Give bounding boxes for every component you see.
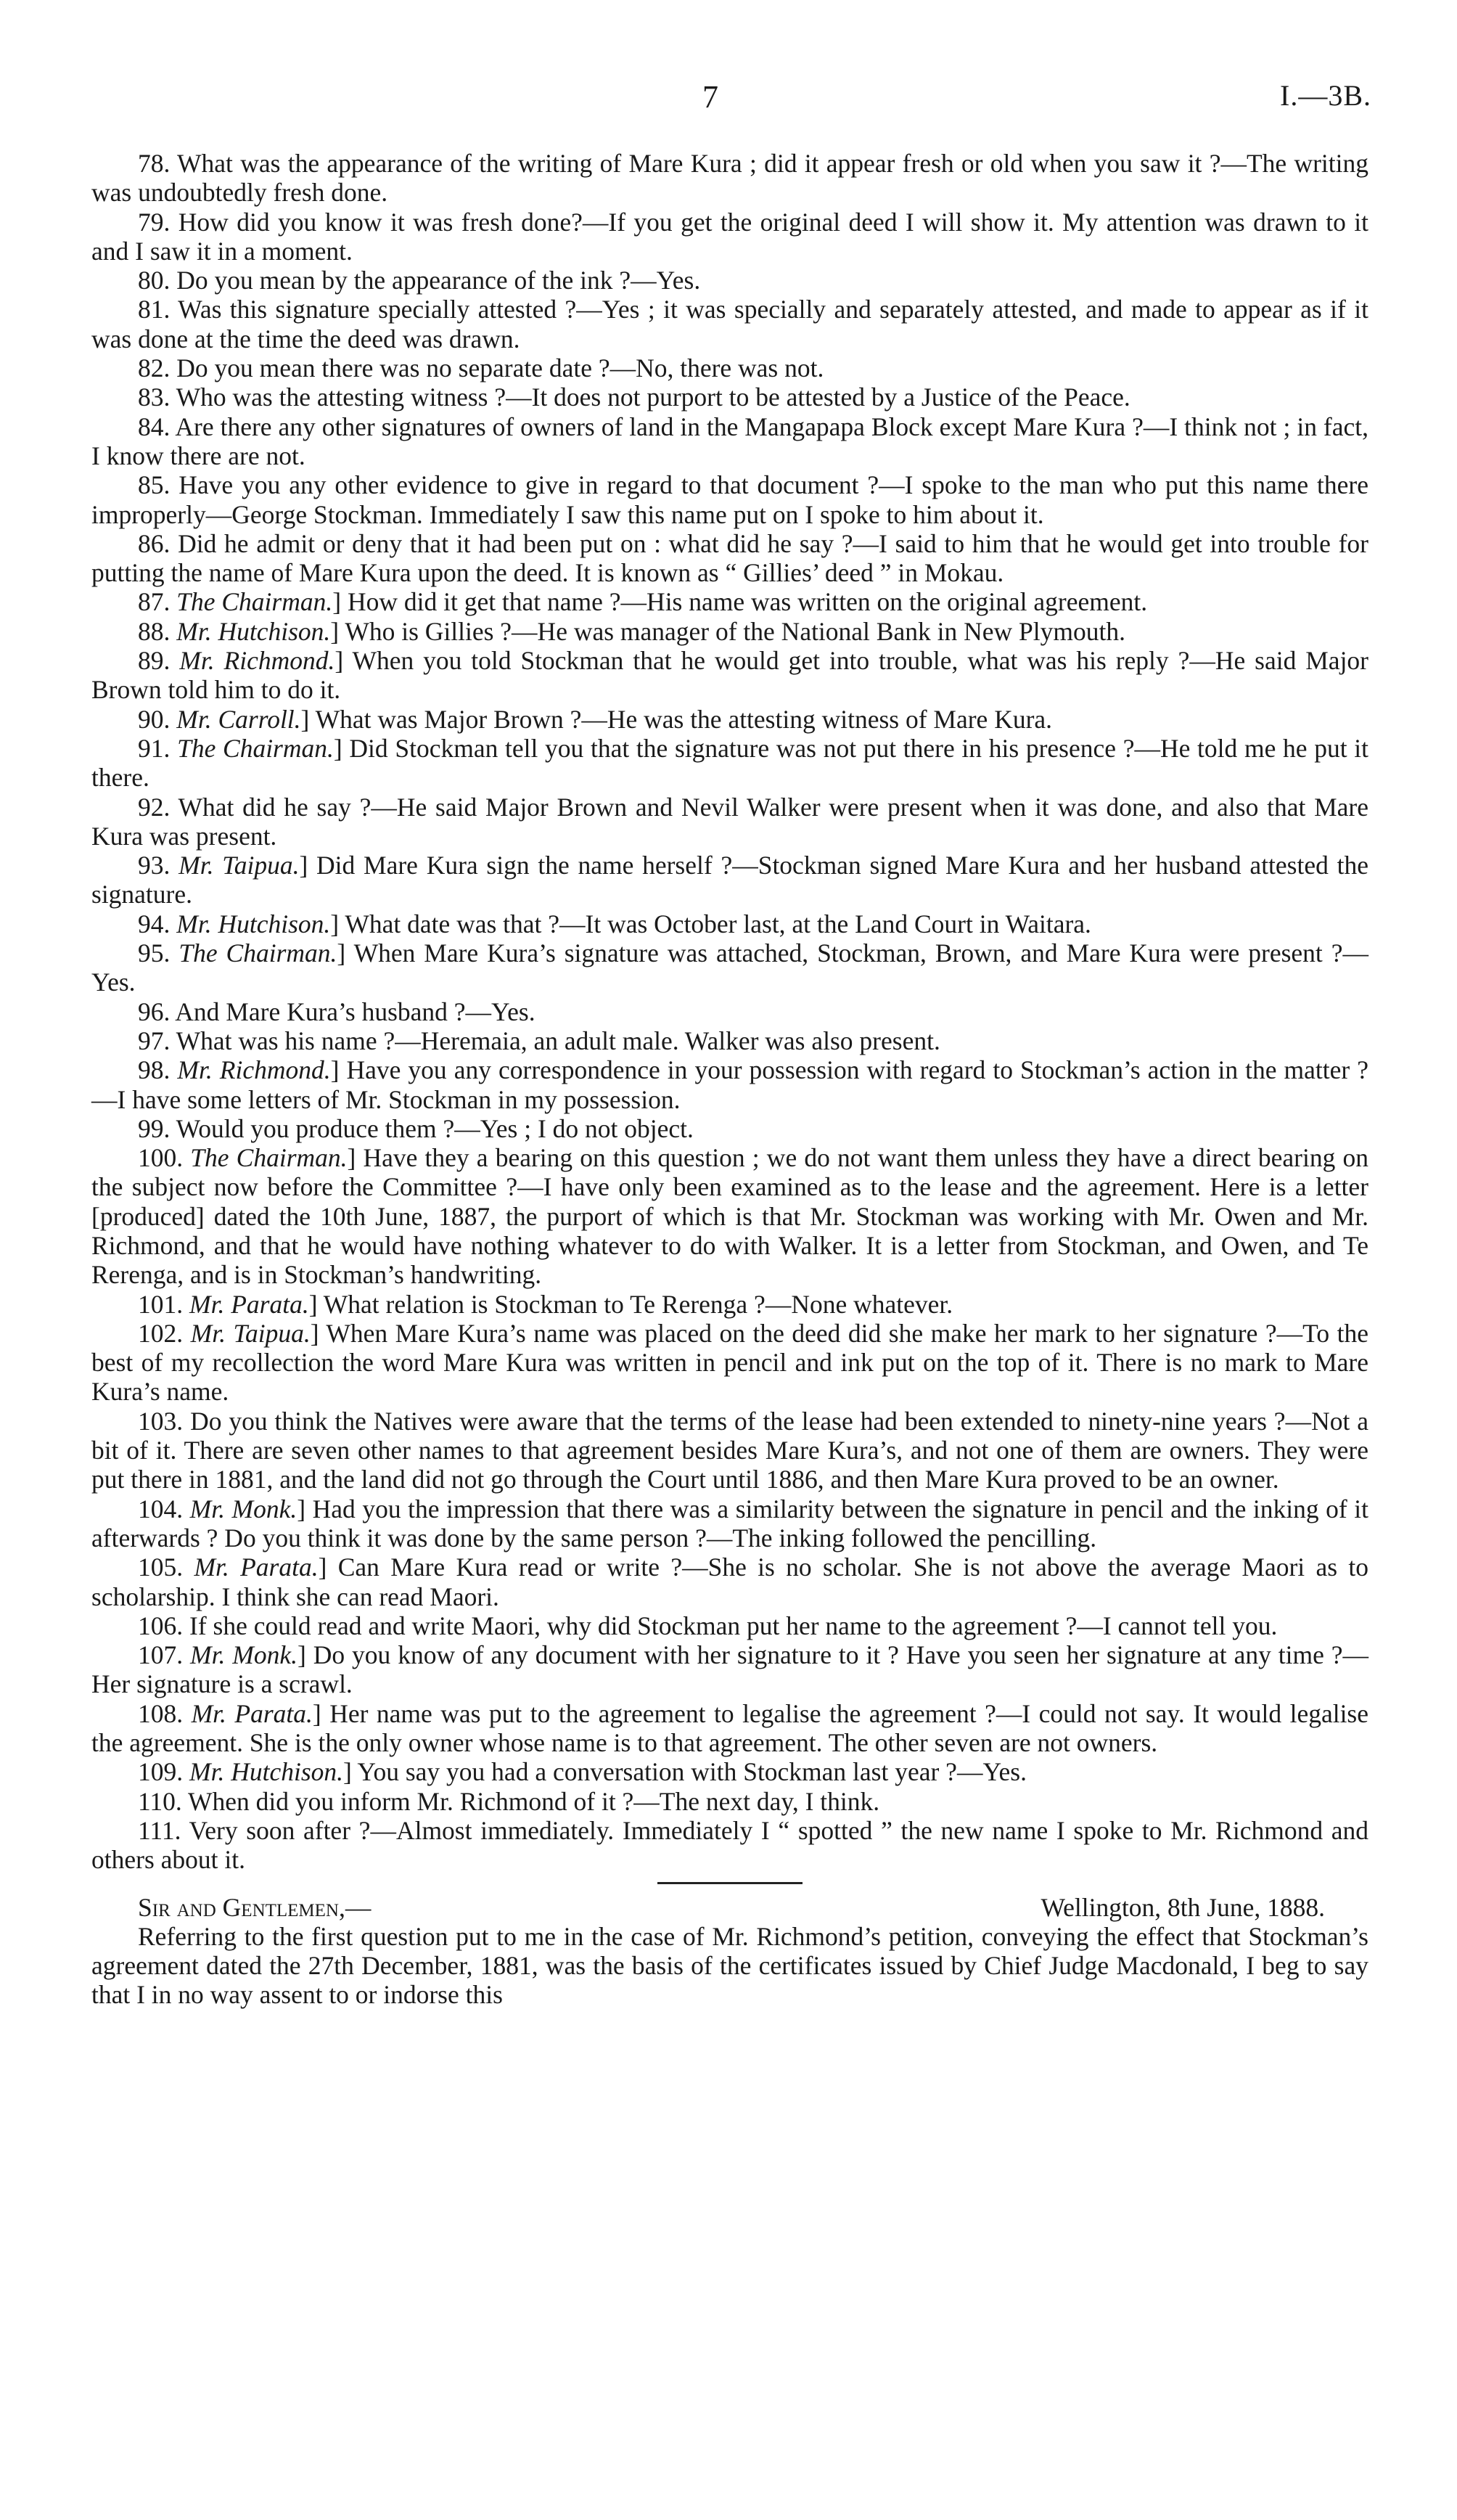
qa-paragraph <box>91 529 1368 588</box>
qa-text: Did Mare Kura sign the name herself ?—Stockman signed Mare Kura and her husband attested the signature. <box>91 851 1368 909</box>
qa-paragraph <box>91 1816 1368 1875</box>
qa-paragraph <box>91 149 1368 208</box>
question-number: 108. <box>138 1698 184 1728</box>
speaker-name: The Chairman. <box>178 938 337 968</box>
question-number: 101. <box>138 1289 184 1319</box>
qa-paragraph: 109. Mr. Hutchison.] You say you had a conversation with Stockman last year ?—Yes. <box>138 1757 1027 1787</box>
question-number: 84. <box>138 412 171 441</box>
qa-paragraph: 91. The Chairman.] Did Stockman tell you that the signature was not put there in his presence ?—He told me he put it there. <box>91 733 1368 793</box>
qa-paragraph <box>91 1407 1368 1494</box>
question-number: 79. <box>138 207 171 237</box>
qa-text: Very soon after ?—Almost immediately. Immediately I “ spotted ” the new name I spoke to Mr. Richmond and others about it. <box>91 1815 1369 1875</box>
qa-text: When did you inform Mr. Richmond of it ?—The next day, I think. <box>188 1786 880 1816</box>
qa-paragraph <box>91 208 1368 266</box>
question-number: 94. <box>138 909 171 938</box>
question-number: 78. <box>138 149 171 178</box>
qa-text: If she could read and write Maori, why did Stockman put her name to the agreement ?—I cannot tell you. <box>189 1611 1278 1640</box>
letter-body: Referring to the first question put to me in the case of Mr. Richmond’s petition, conveying the effect that Stockman’s agreement dated the 27th December, 1881, was the basis of the certificates issued by Chief Judge Macdonald, I beg to say that I in no way assent to or indorse this <box>91 1921 1368 2010</box>
qa-paragraph: 108. Mr. Parata.] Her name was put to the agreement to legalise the agreement ?—I could not say. It would legalise the agreement. She is the only owner whose name is to that agreement. The other seven are not owners. <box>91 1698 1369 1758</box>
question-number: 85. <box>138 470 171 500</box>
qa-text: Did he admit or deny that it had been put on : what did he say ?—I said to him that he would get into trouble for putting the name of Mare Kura upon the deed. It is known as “ Gillies’ deed ” in Mokau. <box>91 528 1369 588</box>
question-number: 93. <box>138 851 171 880</box>
qa-text: When Mare Kura’s name was placed on the deed did she make her mark to her signature ?—To the best of my recollection the word Mare Kura was written in pencil and ink put on the top of it. There is no mark to Mare Kura’s name. <box>91 1318 1368 1407</box>
qa-paragraph: 89. Mr. Richmond.] When you told Stockman that he would get into trouble, what was his reply ?—He said Major Brown told him to do it. <box>91 646 1368 705</box>
question-number: 88. <box>138 616 171 646</box>
qa-text: And Mare Kura’s husband ?—Yes. <box>175 997 535 1026</box>
qa-paragraph: 93. Mr. Taipua.] Did Mare Kura sign the name herself ?—Stockman signed Mare Kura and her husband attested the signature. <box>91 851 1368 909</box>
qa-text: Was this signature specially attested ?—Yes ; it was specially and separately attested, and made to appear as if it was done at the time the deed was drawn. <box>91 295 1368 353</box>
qa-text: Can Mare Kura read or write ?—She is no scholar. She is not above the average Maori as to scholarship. I think she can read Maori. <box>91 1552 1368 1611</box>
page-number: 7 <box>702 79 718 115</box>
speaker-name: Mr. Monk. <box>189 1494 297 1523</box>
qa-text: You say you had a conversation with Stockman last year ?—Yes. <box>357 1757 1027 1787</box>
qa-paragraph <box>91 266 1368 295</box>
document-reference: I.—3B. <box>1280 79 1371 112</box>
qa-text: Do you think the Natives were aware that the terms of the lease had been extended to ninety-nine years ?—Not a bit of it. There are seven other names to that agreement besides Mare Kura’s, and not one of them are owners. They were put there in 1881, and the land did not go through the Court until 1886, and then Mare Kura proved to be an owner. <box>91 1406 1369 1494</box>
qa-text: Would you produce them ?—Yes ; I do not object. <box>176 1113 694 1143</box>
qa-text: What was the appearance of the writing of Mare Kura ; did it appear fresh or old when you saw it ?—The writing was undoubtedly fresh done. <box>91 149 1368 208</box>
speaker-name: The Chairman. <box>177 733 334 763</box>
question-number: 103. <box>138 1406 184 1436</box>
qa-text: Have you any other evidence to give in regard to that document ?—I spoke to the man who put this name there improperly—George Stockman. Immediately I saw this name put on I spoke to him about it. <box>91 470 1369 529</box>
speaker-name: Mr. Richmond. <box>179 646 335 676</box>
letter-salutation: Sir and Gentlemen,— <box>138 1892 372 1922</box>
qa-paragraph: 95. The Chairman.] When Mare Kura’s signature was attached, Stockman, Brown, and Mare Kura were present ?—Yes. <box>91 938 1368 997</box>
speaker-name: Mr. Carroll. <box>176 704 301 734</box>
qa-text: Have they a bearing on this question ; we do not want them unless they have a direct bearing on the subject now before the Committee ?—I have only been examined as to the lease and the agreement. Here is a letter [produced] dated the 10th June, 1887, the purport of which is that Mr. Stockman was working with Mr. Owen and Mr. Richmond, and that he would have nothing whatever to do with Walker. It is a letter from Stockman, and Owen, and Te Rerenga, and is in Stockman’s handwriting. <box>91 1143 1368 1290</box>
qa-paragraph <box>91 1114 1368 1143</box>
speaker-name: Mr. Hutchison. <box>176 616 331 646</box>
qa-paragraph: 104. Mr. Monk.] Had you the impression that there was a similarity between the signature in pencil and the inking of it afterwards ? Do you think it was done by the same person ?—The inking followed the pencilling. <box>91 1494 1369 1552</box>
qa-text: Do you know of any document with her signature to it ? Have you seen her signature at any time ?—Her signature is a scrawl. <box>91 1640 1369 1699</box>
qa-text: How did you know it was fresh done?—If you get the original deed I will show it. My attention was drawn to it and I saw it in a moment. <box>91 207 1368 266</box>
question-number: 106. <box>138 1611 184 1640</box>
qa-paragraph <box>91 353 1368 382</box>
qa-text: Are there any other signatures of owners of land in the Mangapapa Block except Mare Kura ?—I think not ; in fact, I know there are not. <box>91 412 1368 470</box>
question-number: 111. <box>138 1815 181 1845</box>
question-number: 83. <box>138 382 171 412</box>
question-number: 99. <box>138 1113 171 1143</box>
section-divider <box>657 1882 803 1884</box>
question-number: 80. <box>138 266 171 295</box>
qa-paragraph: 98. Mr. Richmond.] Have you any correspondence in your possession with regard to Stockman’s action in the matter ?—I have some letters of Mr. Stockman in my possession. <box>91 1055 1368 1114</box>
question-number: 82. <box>138 353 171 383</box>
qa-paragraph <box>91 470 1368 529</box>
speaker-name: Mr. Taipua. <box>178 851 300 880</box>
speaker-name: Mr. Parata. <box>194 1552 319 1582</box>
qa-paragraph: 100. The Chairman.] Have they a bearing on this question ; we do not want them unless they have a direct bearing on the subject now before the Committee ?—I have only been examined as to the lease and the agreement. Here is a letter [produced] dated the 10th June, 1887, the purport of which is that Mr. Stockman was working with Mr. Owen and Mr. Richmond, and that he would have nothing whatever to do with Walker. It is a letter from Stockman, and Owen, and Te Rerenga, and is in Stockman’s handwriting. <box>91 1143 1368 1290</box>
qa-text: Had you the impression that there was a similarity between the signature in pencil and the inking of it afterwards ? Do you think it was done by the same person ?—The inking followed the pencilling. <box>91 1494 1369 1552</box>
question-number: 81. <box>138 295 171 324</box>
question-number: 90. <box>138 704 171 734</box>
qa-text: What was Major Brown ?—He was the attesting witness of Mare Kura. <box>315 704 1053 734</box>
qa-paragraph <box>91 793 1368 851</box>
qa-text: Do you mean by the appearance of the ink ?—Yes. <box>176 266 701 295</box>
speaker-name: Mr. Monk. <box>190 1640 297 1670</box>
speaker-name: Mr. Taipua. <box>190 1318 311 1348</box>
speaker-name: Mr. Richmond. <box>177 1055 331 1085</box>
question-number: 92. <box>138 792 171 822</box>
question-number: 109. <box>138 1757 184 1787</box>
qa-text: When you told Stockman that he would get into trouble, what was his reply ?—He said Major Brown told him to do it. <box>91 646 1368 705</box>
qa-text: What did he say ?—He said Major Brown and Nevil Walker were present when it was done, and also that Mare Kura was present. <box>91 792 1368 851</box>
qa-text: What was his name ?—Heremaia, an adult male. Walker was also present. <box>176 1026 940 1055</box>
qa-paragraph <box>91 1787 1368 1816</box>
question-number: 86. <box>138 528 171 558</box>
question-number: 105. <box>138 1552 184 1582</box>
qa-paragraph <box>91 295 1368 353</box>
question-number: 97. <box>138 1026 171 1055</box>
qa-paragraph: 94. Mr. Hutchison.] What date was that ?—It was October last, at the Land Court in Waitara. <box>138 909 1091 938</box>
qa-paragraph: 101. Mr. Parata.] What relation is Stockman to Te Rerenga ?—None whatever. <box>138 1289 953 1319</box>
speaker-name: Mr. Parata. <box>191 1698 313 1728</box>
qa-paragraph: 87. The Chairman.] How did it get that name ?—His name was written on the original agreement. <box>138 587 1148 617</box>
question-number: 107. <box>138 1640 184 1670</box>
qa-text: How did it get that name ?—His name was written on the original agreement. <box>347 587 1148 617</box>
qa-text: Who was the attesting witness ?—It does not purport to be attested by a Justice of the Peace. <box>176 382 1130 412</box>
qa-text: Did Stockman tell you that the signature was not put there in his presence ?—He told me he put it there. <box>91 733 1368 793</box>
qa-paragraph: 90. Mr. Carroll.] What was Major Brown ?—He was the attesting witness of Mare Kura. <box>138 704 1053 734</box>
qa-paragraph <box>91 382 1368 412</box>
qa-text: What relation is Stockman to Te Rerenga ?—None whatever. <box>323 1289 953 1319</box>
qa-text: Who is Gillies ?—He was manager of the National Bank in New Plymouth. <box>345 616 1125 646</box>
question-number: 87. <box>138 587 171 617</box>
speaker-name: Mr. Hutchison. <box>189 1757 344 1787</box>
qa-paragraph <box>91 997 1368 1026</box>
qa-paragraph <box>91 412 1368 471</box>
qa-paragraph: 107. Mr. Monk.] Do you know of any document with her signature to it ? Have you seen her signature at any time ?—Her signature is a scrawl. <box>91 1640 1369 1699</box>
question-number: 110. <box>138 1786 182 1816</box>
question-number: 98. <box>138 1055 171 1085</box>
question-answer-list <box>91 149 1368 1875</box>
qa-paragraph: 102. Mr. Taipua.] When Mare Kura’s name was placed on the deed did she make her mark to her signature ?—To the best of my recollection the word Mare Kura was written in pencil and ink put on the top of it. There is no mark to Mare Kura’s name. <box>91 1318 1368 1407</box>
qa-paragraph: 105. Mr. Parata.] Can Mare Kura read or write ?—She is no scholar. She is not above the average Maori as to scholarship. I think she can read Maori. <box>91 1552 1368 1611</box>
question-number: 102. <box>138 1318 184 1348</box>
qa-text: Her name was put to the agreement to legalise the agreement ?—I could not say. It would legalise the agreement. She is the only owner whose name is to that agreement. The other seven are not owners. <box>91 1698 1369 1758</box>
question-number: 89. <box>138 646 171 676</box>
question-number: 100. <box>138 1143 184 1173</box>
speaker-name: The Chairman. <box>176 587 333 617</box>
qa-paragraph: 88. Mr. Hutchison.] Who is Gillies ?—He was manager of the National Bank in New Plymouth. <box>138 616 1125 646</box>
question-number: 104. <box>138 1494 184 1523</box>
question-number: 95. <box>138 938 171 968</box>
qa-text: Do you mean there was no separate date ?—No, there was not. <box>176 353 824 383</box>
page-header <box>0 78 1457 122</box>
qa-paragraph <box>91 1611 1368 1640</box>
speaker-name: The Chairman. <box>190 1143 348 1173</box>
question-number: 96. <box>138 997 171 1026</box>
speaker-name: Mr. Parata. <box>189 1289 309 1319</box>
speaker-name: Mr. Hutchison. <box>176 909 331 938</box>
evidence-body <box>91 149 1368 2010</box>
qa-paragraph <box>91 1026 1368 1055</box>
qa-text: When Mare Kura’s signature was attached, Stockman, Brown, and Mare Kura were present ?—Yes. <box>91 938 1368 997</box>
question-number: 91. <box>138 733 171 763</box>
letter-heading <box>91 1893 1368 1922</box>
qa-text: What date was that ?—It was October last, at the Land Court in Waitara. <box>345 909 1091 938</box>
letter-dateline: Wellington, 8th June, 1888. <box>1041 1892 1325 1922</box>
qa-text: Have you any correspondence in your possession with regard to Stockman’s action in the matter ?—I have some letters of Mr. Stockman in my possession. <box>91 1055 1368 1114</box>
